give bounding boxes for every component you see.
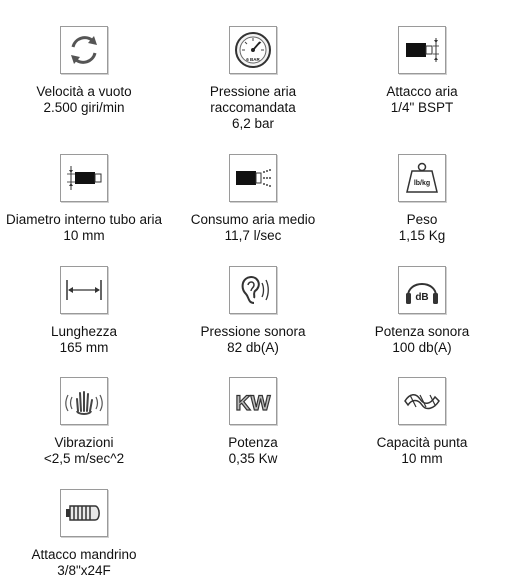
spec-power-label: Potenza [228, 435, 278, 450]
drill-bit-icon [398, 377, 446, 425]
headphones-db-icon [398, 266, 446, 314]
vibration-hand-icon [60, 377, 108, 425]
spec-pressure-value: 6,2 bar [231, 116, 275, 131]
spec-length-value: 165 mm [59, 340, 109, 355]
chuck-icon [60, 489, 108, 537]
spec-length-label: Lunghezza [50, 324, 118, 339]
spec-sound-power [338, 266, 506, 356]
spec-air-inlet-value: 1/4" BSPT [390, 100, 454, 115]
air-consumption-icon [229, 154, 277, 202]
gauge-text: 6 BAR [246, 57, 260, 62]
spec-hose-diameter-label: Diametro interno tubo aria [5, 212, 163, 227]
spec-power [169, 377, 337, 467]
spec-sound-power-value: 100 db(A) [392, 340, 452, 355]
spec-hose-diameter [0, 154, 168, 244]
length-icon [60, 266, 108, 314]
rotation-icon [60, 26, 108, 74]
spec-sound-pressure-value: 82 db(A) [227, 340, 279, 355]
spec-chuck-value: 3/8"x24F [57, 563, 111, 578]
spec-pressure-label-line1: Pressione aria [209, 84, 297, 99]
spec-drill-capacity-label: Capacità punta [376, 435, 468, 450]
spec-power-value: 0,35 Kw [228, 451, 278, 466]
kw-text: KW [235, 392, 271, 415]
hose-diameter-icon [60, 154, 108, 202]
spec-weight-value: 1,15 Kg [398, 228, 446, 243]
spec-pressure-label [169, 84, 337, 116]
spec-air-consumption [169, 154, 337, 244]
weight-icon [398, 154, 446, 202]
spec-drill-capacity-value: 10 mm [401, 451, 443, 466]
db-text: dB [415, 292, 429, 303]
spec-pressure [169, 26, 337, 132]
spec-length [0, 266, 168, 356]
spec-weight [338, 154, 506, 244]
spec-weight-label: Peso [406, 212, 438, 227]
spec-air-inlet [338, 26, 506, 116]
spec-speed-value: 2.500 giri/min [43, 100, 125, 115]
kw-icon [229, 377, 277, 425]
spec-speed [0, 26, 168, 116]
spec-chuck-label: Attacco mandrino [31, 547, 137, 562]
spec-chuck [0, 489, 168, 579]
spec-speed-label: Velocità a vuoto [36, 84, 132, 99]
ear-icon [229, 266, 277, 314]
spec-sound-pressure [169, 266, 337, 356]
pressure-gauge-icon [229, 26, 277, 74]
spec-pressure-label-line2: raccomandata [210, 100, 296, 115]
spec-vibration [0, 377, 168, 467]
spec-vibration-label: Vibrazioni [54, 435, 114, 450]
spec-air-consumption-label: Consumo aria medio [190, 212, 316, 227]
weight-text: lb/kg [413, 180, 431, 187]
air-inlet-icon [398, 26, 446, 74]
spec-drill-capacity [338, 377, 506, 467]
spec-air-consumption-value: 11,7 l/sec [224, 228, 282, 243]
spec-air-inlet-label: Attacco aria [386, 84, 458, 99]
spec-sound-pressure-label: Pressione sonora [200, 324, 306, 339]
spec-hose-diameter-value: 10 mm [63, 228, 105, 243]
spec-vibration-value: <2,5 m/sec^2 [43, 451, 125, 466]
spec-sound-power-label: Potenza sonora [374, 324, 470, 339]
